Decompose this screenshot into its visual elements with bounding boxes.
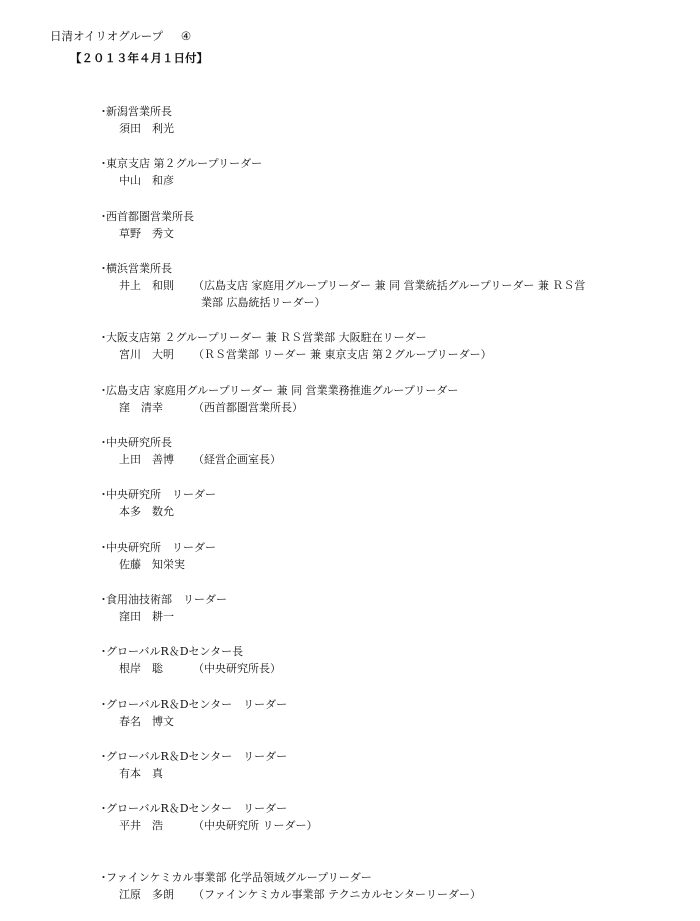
entry-name: 根岸 聡 (119, 662, 163, 675)
entry-position: グローバルR＆Dセンター長 (106, 645, 244, 658)
personnel-entry (98, 696, 638, 730)
bullet: ・ (98, 750, 109, 763)
personnel-entry (98, 434, 638, 468)
entry-name: 窪田 耕一 (119, 610, 174, 623)
entry-name: 窪 清幸 (119, 401, 163, 414)
entry-position: グローバルR＆Dセンター リーダー (106, 698, 288, 711)
personnel-entry (98, 643, 638, 677)
entry-previous-post: （中央研究所 リーダー） (193, 819, 318, 832)
entry-name: 本多 数允 (119, 505, 174, 518)
bullet: ・ (98, 262, 109, 275)
bullet: ・ (98, 384, 109, 397)
bullet: ・ (98, 802, 109, 815)
sheet-number: ④ (180, 29, 192, 43)
entry-previous-post-continued: 業部 広島統括リーダー） (201, 296, 326, 309)
personnel-entry (98, 748, 638, 782)
bullet: ・ (98, 488, 109, 501)
entry-name: 有本 真 (119, 767, 163, 780)
entry-name: 佐藤 知栄実 (119, 558, 185, 571)
personnel-entry (98, 329, 638, 363)
entry-previous-post: （西首都圏営業所長） (193, 401, 303, 414)
entry-name: 須田 利光 (119, 122, 174, 135)
bullet: ・ (98, 210, 109, 223)
entry-position: ファインケミカル事業部 化学品領域グループリーダー (106, 871, 372, 884)
entry-name: 平井 浩 (119, 819, 163, 832)
entry-previous-post: （ファインケミカル事業部 テクニカルセンターリーダー） (193, 888, 481, 901)
bullet: ・ (98, 331, 109, 344)
personnel-entry (98, 800, 638, 834)
entry-name: 中山 和彦 (119, 174, 174, 187)
bullet: ・ (98, 541, 109, 554)
entry-name: 草野 秀文 (119, 227, 174, 240)
entry-name: 上田 善博 (119, 453, 174, 466)
entry-position: 西首都圏営業所長 (106, 210, 194, 223)
entry-position: 食用油技術部 リーダー (106, 593, 227, 606)
entry-position: グローバルR＆Dセンター リーダー (106, 750, 288, 763)
entry-position: 中央研究所 リーダー (106, 488, 216, 501)
personnel-entry (98, 486, 638, 520)
entry-position: 横浜営業所長 (106, 262, 172, 275)
entry-position: 中央研究所長 (106, 436, 172, 449)
bullet: ・ (98, 105, 109, 118)
bullet: ・ (98, 593, 109, 606)
entry-name: 春名 博文 (119, 715, 174, 728)
entry-name: 江原 多朗 (119, 888, 174, 901)
effective-date: 【２０１３年４月１日付】 (70, 51, 208, 65)
entry-position: グローバルR＆Dセンター リーダー (106, 802, 288, 815)
entry-previous-post: （広島支店 家庭用グループリーダー 兼 同 営業統括グループリーダー 兼 ＲＳ営 (193, 279, 586, 292)
entry-position: 広島支店 家庭用グループリーダー 兼 同 営業業務推進グループリーダー (106, 384, 459, 397)
entry-position: 新潟営業所長 (106, 105, 172, 118)
entry-previous-post: （ＲＳ営業部 リーダー 兼 東京支店 第２グループリーダー） (193, 348, 492, 361)
entry-position: 東京支店 第２グループリーダー (106, 157, 263, 170)
bullet: ・ (98, 436, 109, 449)
entry-position: 大阪支店第 ２グループリーダー 兼 ＲＳ営業部 大阪駐在リーダー (106, 331, 427, 344)
personnel-entry (98, 382, 638, 416)
personnel-entry (98, 260, 638, 311)
entry-position: 中央研究所 リーダー (106, 541, 216, 554)
bullet: ・ (98, 698, 109, 711)
personnel-entry (98, 591, 638, 625)
entry-name: 井上 和則 (119, 279, 174, 292)
entry-previous-post: （中央研究所長） (193, 662, 281, 675)
bullet: ・ (98, 157, 109, 170)
personnel-entry (98, 869, 638, 903)
document-header (50, 29, 191, 43)
bullet: ・ (98, 871, 109, 884)
personnel-entry (98, 155, 638, 189)
personnel-entry (98, 539, 638, 573)
personnel-entry (98, 208, 638, 242)
personnel-entry (98, 103, 638, 137)
bullet: ・ (98, 645, 109, 658)
company-name: 日清オイリオグループ (50, 29, 164, 43)
entry-name: 宮川 大明 (119, 348, 174, 361)
entry-previous-post: （経営企画室長） (193, 453, 281, 466)
